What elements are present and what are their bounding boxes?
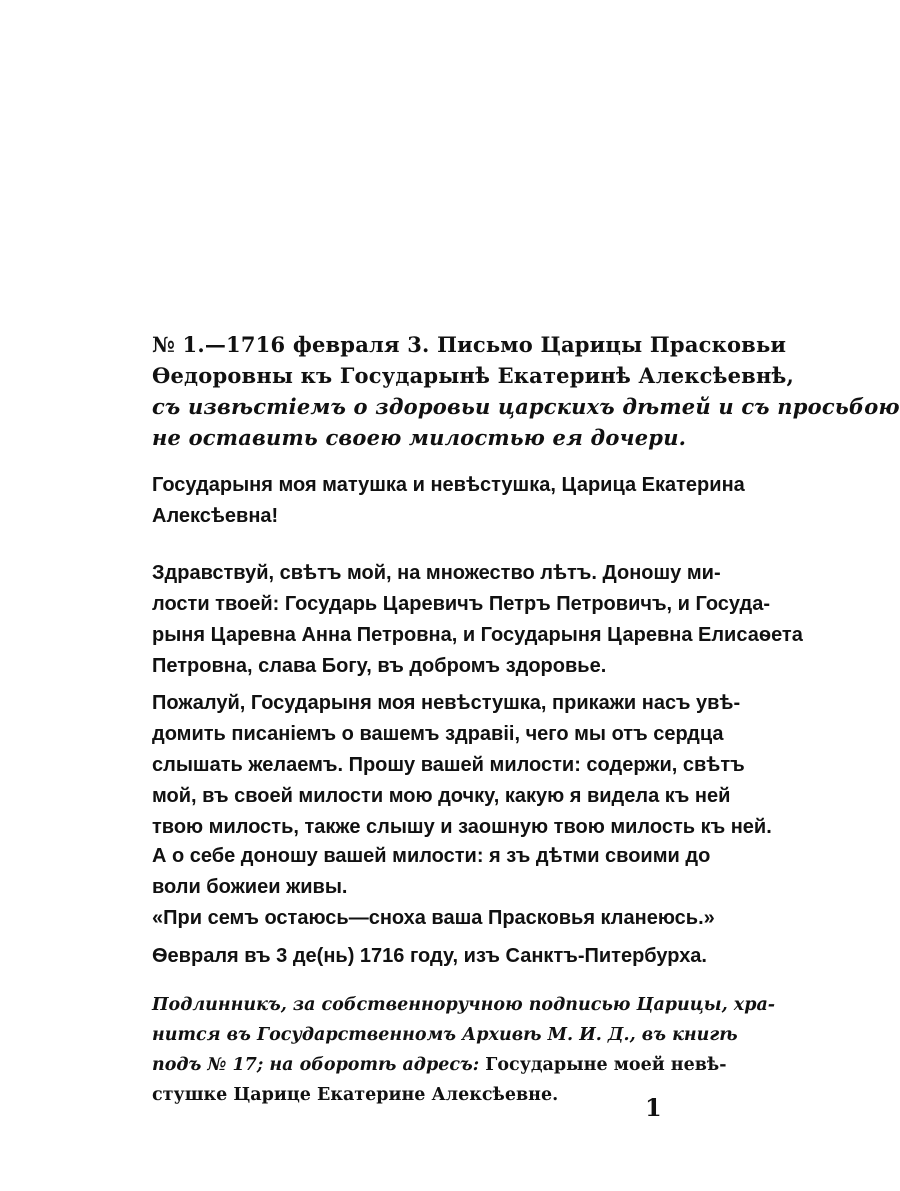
paragraph-3-line-1: А о себе доношу вашей милости: я зъ дѣтми своими до [152,845,711,867]
paragraph-2-line-1: Пожалуй, Государыня моя невѣстушка, прикажи насъ увѣ- [152,692,741,714]
paragraph-2-line-3: слышать желаемъ. Прошу вашей милости: содержи, свѣтъ [152,754,745,776]
paragraph-health [152,558,803,682]
archive-note [152,990,776,1110]
page-number: 1 [645,1093,662,1122]
closing-text: «При семъ остаюсь—сноха ваша Прасковья кланеюсь.» [152,907,715,929]
note-line-4: стушке Царице Екатерине Алексѣевне. [152,1085,559,1105]
note-line-2: нится въ Государственномъ Архивѣ М. И. Д., въ книгѣ [152,1025,738,1045]
closing-line [152,903,715,934]
paragraph-2-line-5: твою милость, также слышу и заошную твою милость къ ней. [152,816,772,838]
note-line-3-italic: подъ № 17; на оборотѣ адресъ: [152,1055,480,1075]
note-line-1: Подлинникъ, за собственноручною подписью Царицы, хра- [152,995,776,1015]
salutation [152,470,745,532]
paragraph-1-line-4: Петровна, слава Богу, въ добромъ здоровье. [152,655,607,677]
heading-line-2: Ѳедоровны къ Государынѣ Екатеринѣ Алексѣевнѣ, [152,363,795,388]
paragraph-1-line-2: лости твоей: Государь Царевичъ Петръ Петровичъ, и Госуда- [152,593,771,615]
date-text: Ѳевраля въ 3 де(нь) 1716 году, изъ Санктъ-Питербурха. [152,945,707,967]
paragraph-request [152,688,772,843]
paragraph-2-line-4: мой, въ своей милости мою дочку, какую я видела къ ней [152,785,731,807]
paragraph-2-line-2: домить писаніемъ о вашемъ здравіі, чего мы отъ сердца [152,723,724,745]
salutation-line-2: Алексѣевна! [152,505,279,527]
heading-line-1 [152,329,787,360]
date-line [152,941,710,972]
paragraph-3-line-2: воли божиеи живы. [152,876,348,898]
letter-heading [152,329,900,453]
paragraph-self-report [152,841,710,903]
heading-line-1-text: № 1.—1716 февраля 3. Письмо Царицы Прасковьи [152,332,787,357]
note-line-3-address: Государыне моей невѣ- [485,1055,727,1075]
heading-line-4: не оставить своею милостью ея дочери. [152,425,687,450]
paragraph-1-line-3: рыня Царевна Анна Петровна, и Государыня Царевна Елисаѳета [152,624,803,646]
salutation-line-1: Государыня моя матушка и невѣстушка, Царица Екатерина [152,474,745,496]
note-line-3 [152,1050,727,1080]
paragraph-1-line-1: Здравствуй, свѣтъ мой, на множество лѣтъ. Доношу ми- [152,562,721,584]
heading-line-3: съ извѣстіемъ о здоровьи царскихъ дѣтей и съ просьбою [152,394,900,419]
